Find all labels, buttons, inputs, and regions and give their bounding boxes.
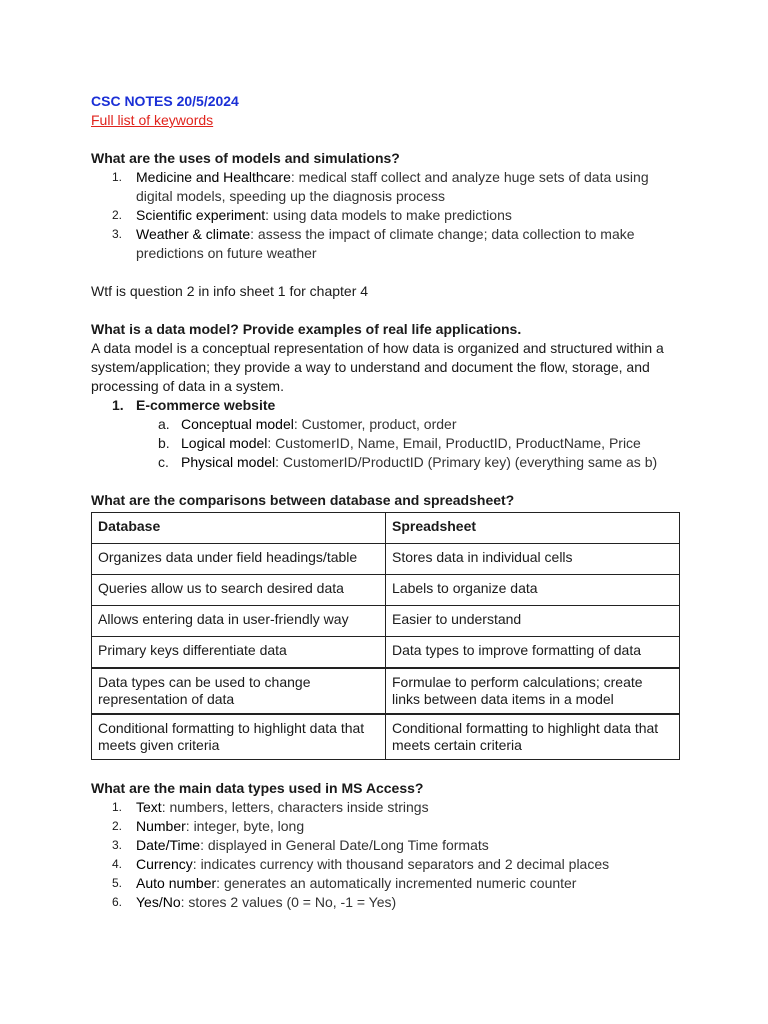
list-item: 1. E-commerce website <box>112 397 276 413</box>
document-page <box>91 92 681 912</box>
data-model-definition: A data model is a conceptual representation of how data is organized and structured within a system/application; they provide a way to understand and document the flow, storage, and processing of data in a system. <box>91 340 664 394</box>
list-item: 1. Medicine and Healthcare: medical staff collect and analyze huge sets of data using digital models, speeding up the diagnosis process <box>112 169 649 204</box>
table-cell: Data types to improve formatting of data <box>386 637 680 669</box>
section-heading-data-model: What is a data model? Provide examples of real life applications. <box>91 321 522 337</box>
section-heading-models: What are the uses of models and simulations? <box>91 150 400 166</box>
list-item: 3. Date/Time: displayed in General Date/Long Time formats <box>112 837 489 853</box>
table-row <box>92 637 680 669</box>
list-item: b. Logical model: CustomerID, Name, Email, ProductID, ProductName, Price <box>158 435 641 451</box>
section-heading-data-types: What are the main data types used in MS Access? <box>91 780 424 796</box>
table-cell: Allows entering data in user-friendly way <box>92 606 386 637</box>
table-row <box>92 714 680 760</box>
column-header-database: Database <box>92 513 386 544</box>
section-heading-comparison: What are the comparisons between database and spreadsheet? <box>91 492 515 508</box>
data-types-list <box>91 798 681 912</box>
list-item: 1. Text: numbers, letters, characters inside strings <box>112 799 429 815</box>
table-cell: Stores data in individual cells <box>386 544 680 575</box>
table-cell: Formulae to perform calculations; create links between data items in a model <box>386 668 680 714</box>
table-row <box>92 668 680 714</box>
table-cell: Organizes data under field headings/table <box>92 544 386 575</box>
table-row <box>92 606 680 637</box>
list-item: 5. Auto number: generates an automatically incremented numeric counter <box>112 875 577 891</box>
list-item: c. Physical model: CustomerID/ProductID (Primary key) (everything same as b) <box>158 454 658 470</box>
column-header-spreadsheet: Spreadsheet <box>386 513 680 544</box>
list-item: 4. Currency: indicates currency with thousand separators and 2 decimal places <box>112 856 610 872</box>
table-cell: Queries allow us to search desired data <box>92 575 386 606</box>
table-row <box>92 575 680 606</box>
table-cell: Data types can be used to change representation of data <box>92 668 386 714</box>
note-text: Wtf is question 2 in info sheet 1 for chapter 4 <box>91 283 369 299</box>
table-cell: Easier to understand <box>386 606 680 637</box>
comparison-table <box>91 512 680 760</box>
table-cell: Primary keys differentiate data <box>92 637 386 669</box>
data-model-sublist <box>91 415 681 472</box>
table-header-row <box>92 513 680 544</box>
list-item: 3. Weather & climate: assess the impact of climate change; data collection to make predictions on future weather <box>112 226 635 261</box>
list-item: 2. Number: integer, byte, long <box>112 818 305 834</box>
list-item: 2. Scientific experiment: using data models to make predictions <box>112 207 512 223</box>
models-uses-list <box>91 168 681 263</box>
list-item: 6. Yes/No: stores 2 values (0 = No, -1 = Yes) <box>112 894 397 910</box>
table-cell: Conditional formatting to highlight data that meets given criteria <box>92 714 386 760</box>
table-row <box>92 544 680 575</box>
keywords-link[interactable]: Full list of keywords <box>91 112 214 128</box>
table-cell: Conditional formatting to highlight data that meets certain criteria <box>386 714 680 760</box>
list-item: a. Conceptual model: Customer, product, order <box>158 416 457 432</box>
data-model-example-list <box>91 396 681 415</box>
table-cell: Labels to organize data <box>386 575 680 606</box>
page-title: CSC NOTES 20/5/2024 <box>91 93 239 109</box>
